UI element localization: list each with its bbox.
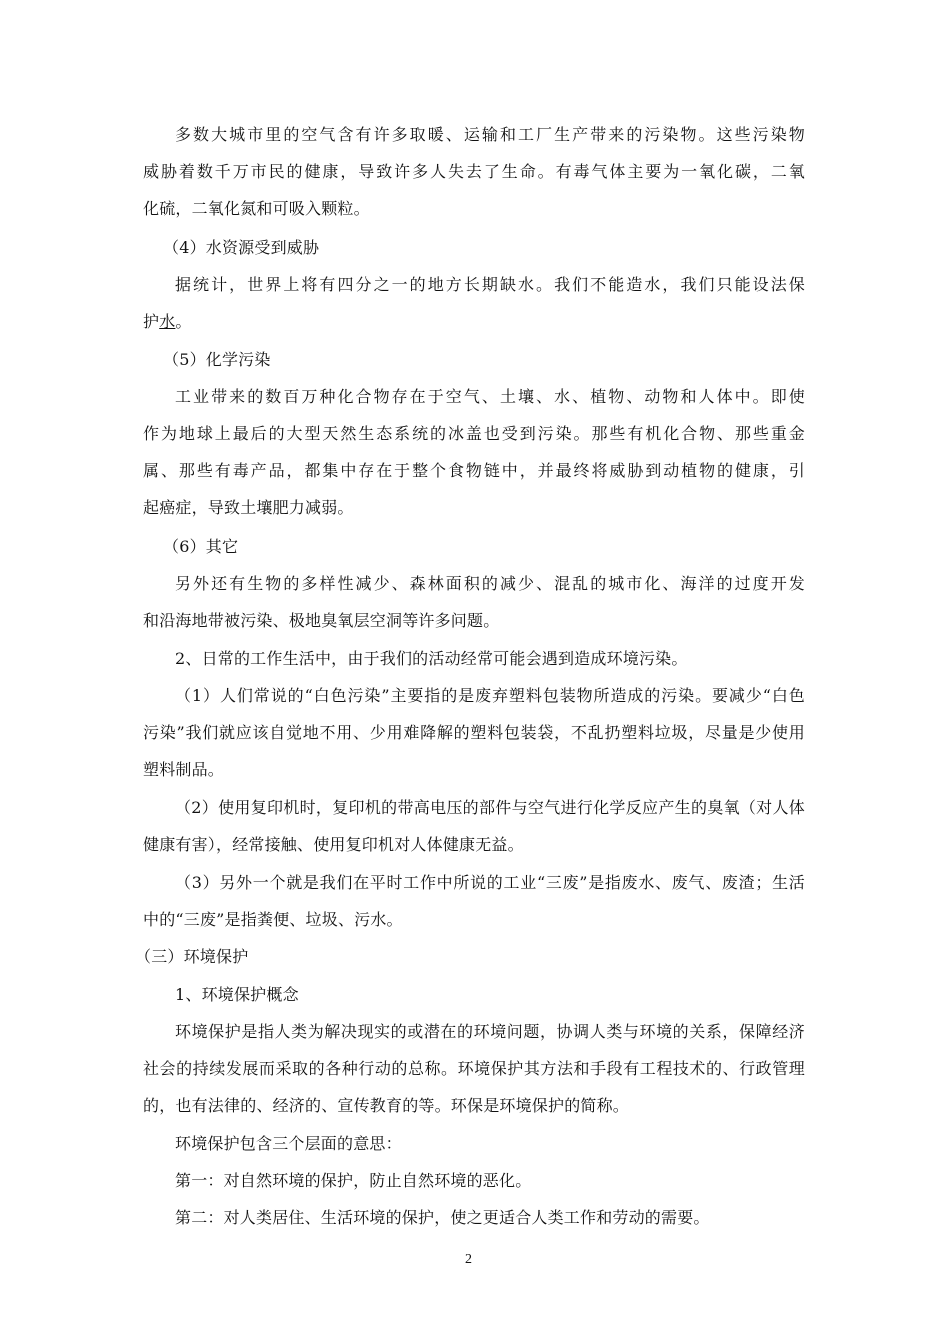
- paragraph-line: 环境保护是指人类为解决现实的或潜在的环境问题，协调人类与环境的关系，保障经济: [175, 1022, 805, 1041]
- paragraph-line: （2）使用复印机时，复印机的带高电压的部件与空气进行化学反应产生的臭氧（对人体: [175, 798, 805, 817]
- section-heading: （4）水资源受到威胁: [163, 238, 320, 257]
- text-fragment: 。: [175, 312, 192, 331]
- underlined-word: 水: [159, 312, 176, 331]
- section-heading: （三）环境保护: [135, 947, 249, 966]
- paragraph-line: 作为地球上最后的大型天然生态系统的冰盖也受到污染。那些有机化合物、那些重金: [143, 424, 805, 443]
- paragraph-line: 中的“三废”是指粪便、垃圾、污水。: [143, 910, 403, 929]
- section-heading: （6）其它: [163, 537, 239, 556]
- subsection-heading: 1、环境保护概念: [175, 985, 299, 1004]
- page-number: 2: [465, 1252, 472, 1267]
- paragraph-line: 健康有害），经常接触、使用复印机对人体健康无益。: [143, 835, 524, 854]
- paragraph-line: 威胁着数千万市民的健康，导致许多人失去了生命。有毒气体主要为一氧化碳，二氧: [143, 162, 805, 181]
- paragraph-line: （3）另外一个就是我们在平时工作中所说的工业“三废”是指废水、废气、废渣；生活: [175, 873, 805, 892]
- paragraph-line: 多数大城市里的空气含有许多取暖、运输和工厂生产带来的污染物。这些污染物: [175, 125, 805, 144]
- paragraph-line: 另外还有生物的多样性减少、森林面积的减少、混乱的城市化、海洋的过度开发: [175, 574, 805, 593]
- paragraph-line: 属、那些有毒产品，都集中存在于整个食物链中，并最终将威胁到动植物的健康，引: [143, 461, 805, 480]
- paragraph-line: 第二：对人类居住、生活环境的保护，使之更适合人类工作和劳动的需要。: [175, 1208, 710, 1227]
- paragraph-line: 第一：对自然环境的保护，防止自然环境的恶化。: [175, 1171, 532, 1190]
- paragraph-line: 化硫，二氧化氮和可吸入颗粒。: [143, 199, 370, 218]
- paragraph-line: （1）人们常说的“白色污染”主要指的是废弃塑料包装物所造成的污染。要减少“白色: [175, 686, 805, 705]
- paragraph-line: 塑料制品。: [143, 760, 225, 779]
- paragraph-line: 污染”我们就应该自觉地不用、少用难降解的塑料包装袋，不乱扔塑料垃圾，尽量是少使用: [143, 723, 805, 742]
- section-heading: （5）化学污染: [163, 350, 271, 369]
- paragraph-line: 的，也有法律的、经济的、宣传教育的等。环保是环境保护的简称。: [143, 1096, 630, 1115]
- paragraph-line: 据统计，世界上将有四分之一的地方长期缺水。我们不能造水，我们只能设法保: [175, 275, 805, 294]
- paragraph-line: 工业带来的数百万种化合物存在于空气、土壤、水、植物、动物和人体中。即使: [175, 387, 805, 406]
- paragraph-line: [143, 312, 192, 332]
- paragraph-line: 和沿海地带被污染、极地臭氧层空洞等许多问题。: [143, 611, 500, 630]
- paragraph-line: 起癌症，导致土壤肥力减弱。: [143, 498, 354, 517]
- text-fragment: 护: [143, 312, 160, 331]
- paragraph-line: 环境保护包含三个层面的意思：: [175, 1134, 402, 1153]
- paragraph-line: 社会的持续发展而采取的各种行动的总称。环境保护其方法和手段有工程技术的、行政管理: [143, 1059, 805, 1078]
- paragraph-line: 2、日常的工作生活中，由于我们的活动经常可能会遇到造成环境污染。: [175, 649, 688, 668]
